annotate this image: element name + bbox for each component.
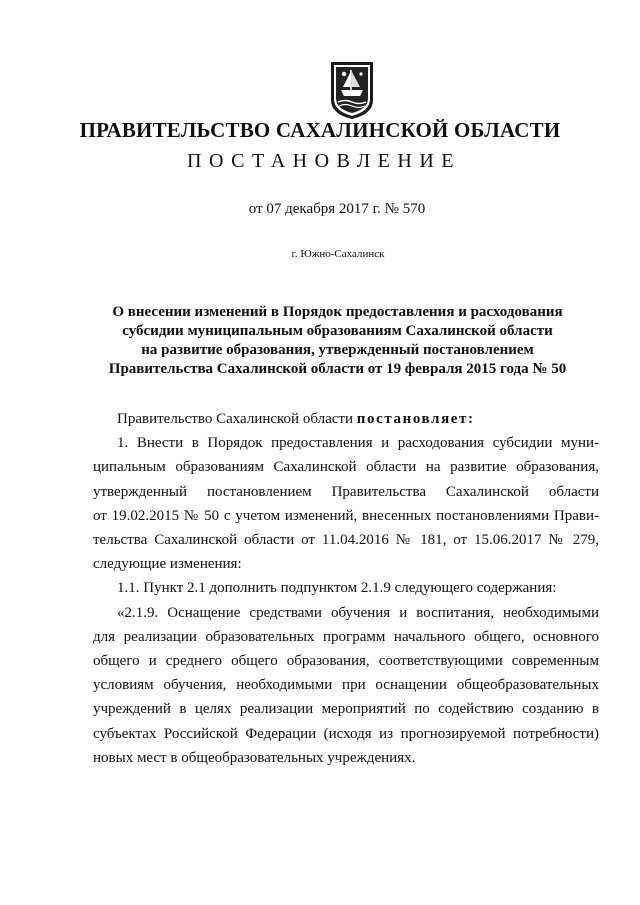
quoted-subitem (93, 601, 599, 770)
document-date-number: от 07 декабря 2017 г. № 570 (248, 201, 426, 217)
item-1-line: 1. Внести в Порядок предоставления и расходования субсидии муни- (117, 435, 599, 452)
subject-line: на развитие образования, утвержденный постановлением (141, 342, 534, 358)
quote-line: для реализации образовательных программ начального общего, основного (93, 628, 599, 645)
subject-line: Правительства Сахалинской области от 19 февраля 2015 года № 50 (108, 361, 567, 377)
subject-line: субсидии муниципальным образованиям Сахалинской области (122, 323, 553, 339)
quote-line: новых мест в общеобразовательных учреждениях. (93, 749, 416, 766)
item-1-line: следующие изменения: (93, 556, 242, 573)
preamble (93, 407, 599, 431)
item-1-line: ципальным образованиям Сахалинской области на развитие образования, (93, 459, 599, 476)
quote-line: учреждений в целях реализации мероприятий по содействию созданию в (93, 701, 599, 718)
item-1 (93, 431, 599, 576)
quote-line: условиям обучения, необходимыми при оснащении общеобразовательных (93, 677, 599, 694)
subject-line: О внесении изменений в Порядок предоставления и расходования (112, 304, 563, 320)
quote-line: субъектах Российской Федерации (исходя из прогнозируемой потребности) (93, 725, 599, 742)
document-body (93, 407, 599, 770)
document-type: ПОСТАНОВЛЕНИЕ (187, 150, 461, 172)
item-1-1: 1.1. Пункт 2.1 дополнить подпунктом 2.1.9 следующего содержания: (117, 580, 557, 597)
document-place: г. Южно-Сахалинск (291, 248, 385, 260)
document-subject (70, 303, 605, 379)
item-1-line: тельства Сахалинской области от 11.04.2016 № 181, от 15.06.2017 № 279, (93, 532, 599, 549)
coat-of-arms-emblem (329, 60, 375, 120)
preamble-decree-word: постановляет: (356, 411, 475, 427)
item-1-line: утвержденный постановлением Правительства Сахалинской области (93, 483, 599, 500)
quote-line: общего и среднего общего образования, соответствующими современным (93, 653, 599, 670)
item-1-line: от 19.02.2015 № 50 с учетом изменений, внесенных постановлениями Прави- (93, 507, 599, 524)
quote-line: «2.1.9. Оснащение средствами обучения и воспитания, необходимыми (117, 604, 599, 621)
preamble-text: Правительство Сахалинской области (117, 411, 357, 427)
government-title: ПРАВИТЕЛЬСТВО САХАЛИНСКОЙ ОБЛАСТИ (79, 118, 561, 142)
